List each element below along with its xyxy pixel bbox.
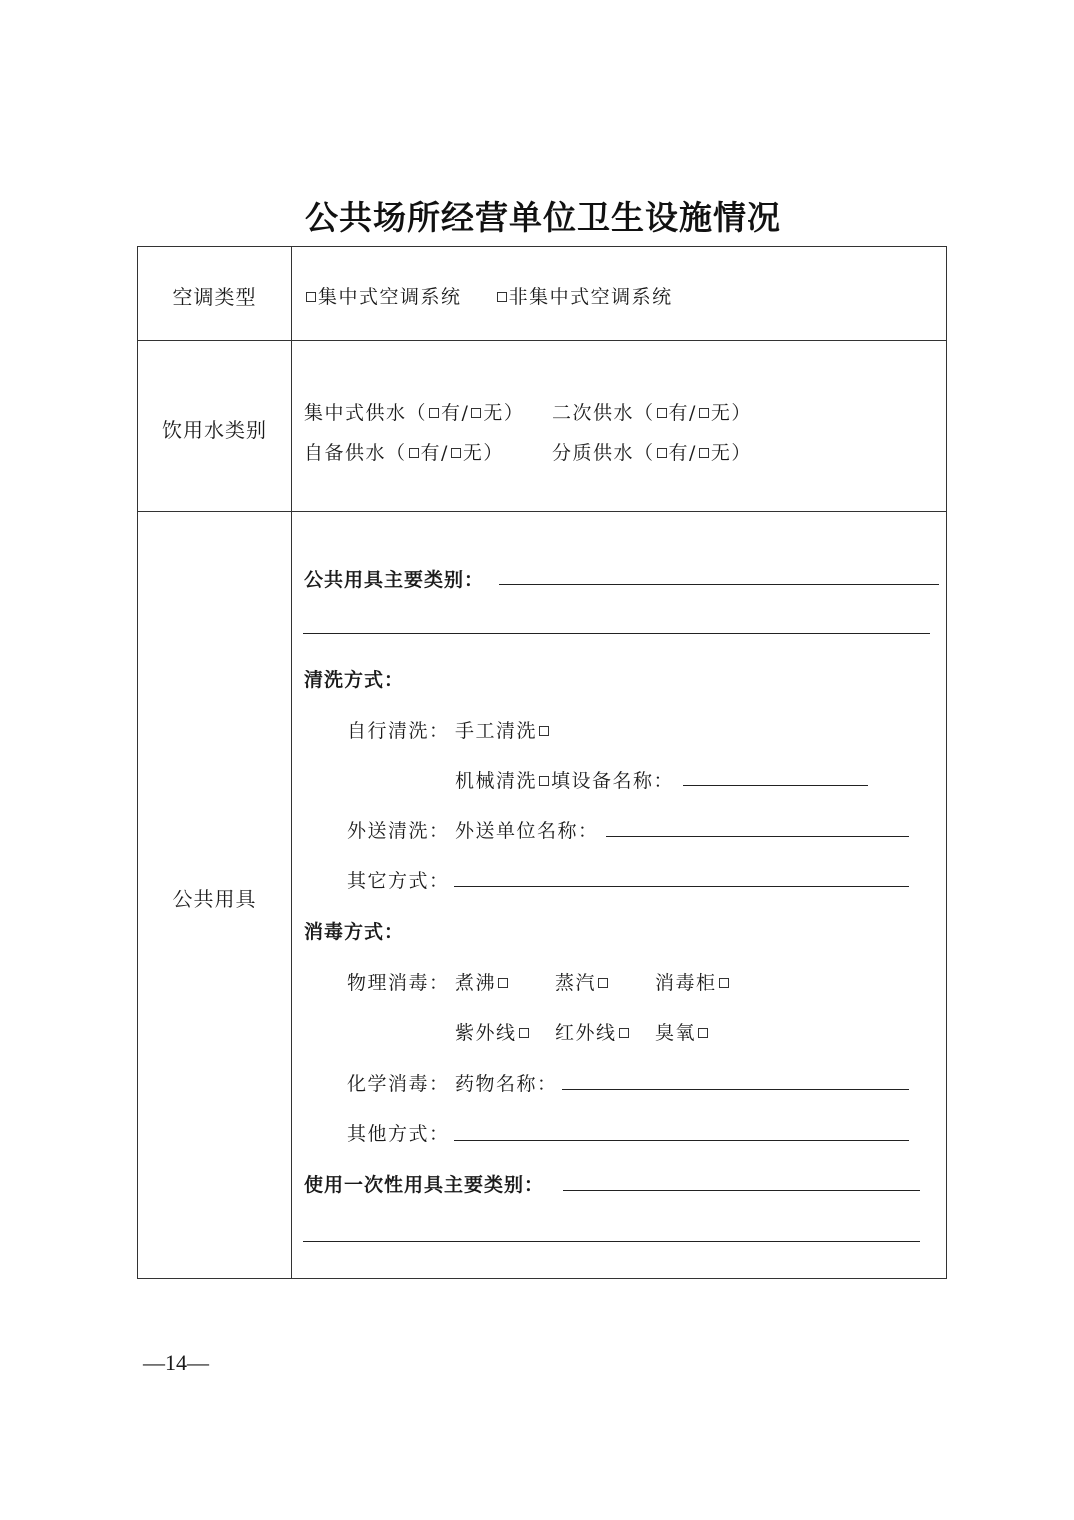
main-types-field[interactable] <box>499 584 939 585</box>
other-disinfect-label: 其他方式： <box>347 1123 450 1145</box>
central-water-no-checkbox[interactable] <box>471 408 481 418</box>
steam-checkbox[interactable] <box>598 978 608 988</box>
ozone-option <box>655 1018 710 1045</box>
noncentral-aircon-text: 非集中式空调系统 <box>508 286 673 308</box>
noncentral-aircon-checkbox[interactable] <box>497 292 507 302</box>
facility-table <box>137 246 947 1279</box>
secondary-water-option <box>552 398 752 425</box>
yes-text: 有/ <box>668 402 697 424</box>
aircon-options <box>304 282 673 309</box>
quality-water-option <box>552 438 752 465</box>
machine-clean-text: 机械清洗 <box>455 770 538 792</box>
ozone-checkbox[interactable] <box>698 1028 708 1038</box>
disposable-field-line2[interactable] <box>303 1241 920 1242</box>
cabinet-checkbox[interactable] <box>719 978 729 988</box>
aircon-label: 空调类型 <box>172 285 257 309</box>
self-clean-label: 自行清洗： <box>347 720 450 742</box>
central-water-option <box>304 398 524 425</box>
manual-clean-option <box>455 716 551 743</box>
physical-label: 物理消毒： <box>347 972 450 994</box>
drug-name-field[interactable] <box>562 1089 909 1090</box>
quality-water-yes-checkbox[interactable] <box>657 448 667 458</box>
self-water-yes-checkbox[interactable] <box>409 448 419 458</box>
ozone-text: 臭氧 <box>655 1022 697 1044</box>
infrared-text: 红外线 <box>555 1022 617 1044</box>
infrared-checkbox[interactable] <box>619 1028 629 1038</box>
outsource-unit-label: 外送单位名称： <box>455 820 599 842</box>
disposable-label: 使用一次性用具主要类别： <box>304 1174 545 1196</box>
other-clean-field[interactable] <box>454 886 909 887</box>
boil-text: 煮沸 <box>455 972 497 994</box>
cabinet-text: 消毒柜 <box>655 972 717 994</box>
infrared-option <box>555 1018 631 1045</box>
no-text: 无） <box>462 442 504 464</box>
steam-text: 蒸汽 <box>555 972 597 994</box>
boil-checkbox[interactable] <box>498 978 508 988</box>
water-label: 饮用水类别 <box>162 418 267 442</box>
boil-option <box>455 968 510 995</box>
secondary-water-text: 二次供水（ <box>552 402 655 424</box>
uv-text: 紫外线 <box>455 1022 517 1044</box>
disinfection-heading: 消毒方式： <box>304 921 405 943</box>
manual-clean-checkbox[interactable] <box>539 726 549 736</box>
uv-option <box>455 1018 531 1045</box>
no-text: 无） <box>710 402 752 424</box>
yes-text: 有/ <box>441 402 470 424</box>
disposable-field[interactable] <box>563 1190 920 1191</box>
chemical-label: 化学消毒： <box>347 1073 450 1095</box>
central-water-text: 集中式供水（ <box>304 402 428 424</box>
manual-clean-text: 手工清洗 <box>455 720 538 742</box>
central-aircon-checkbox[interactable] <box>306 292 316 302</box>
secondary-water-no-checkbox[interactable] <box>699 408 709 418</box>
machine-clean-option <box>455 766 674 793</box>
main-types-field-line2[interactable] <box>303 633 930 634</box>
central-water-yes-checkbox[interactable] <box>429 408 439 418</box>
row-divider <box>138 340 946 341</box>
quality-water-no-checkbox[interactable] <box>699 448 709 458</box>
machine-clean-checkbox[interactable] <box>539 776 549 786</box>
equipment-name-label: 填设备名称： <box>551 770 675 792</box>
page-title: 公共场所经营单位卫生设施情况 <box>305 198 781 237</box>
yes-text: 有/ <box>668 442 697 464</box>
drug-name-label: 药物名称： <box>455 1073 558 1095</box>
self-water-no-checkbox[interactable] <box>451 448 461 458</box>
quality-water-text: 分质供水（ <box>552 442 655 464</box>
cleaning-heading: 清洗方式： <box>304 669 405 691</box>
other-disinfect-field[interactable] <box>454 1140 909 1141</box>
central-aircon-text: 集中式空调系统 <box>318 286 462 308</box>
yes-text: 有/ <box>420 442 449 464</box>
utensils-label: 公共用具 <box>172 887 257 911</box>
steam-option <box>555 968 610 995</box>
uv-checkbox[interactable] <box>519 1028 529 1038</box>
no-text: 无） <box>483 402 525 424</box>
no-text: 无） <box>710 442 752 464</box>
outsource-unit-field[interactable] <box>606 836 909 837</box>
outsource-clean-label: 外送清洗： <box>347 820 450 842</box>
row-divider <box>138 511 946 512</box>
page-number: —14— <box>143 1350 209 1375</box>
other-clean-label: 其它方式： <box>347 870 450 892</box>
column-divider <box>291 247 292 1278</box>
secondary-water-yes-checkbox[interactable] <box>657 408 667 418</box>
equipment-name-field[interactable] <box>683 785 868 786</box>
main-types-label: 公共用具主要类别： <box>304 569 485 591</box>
cabinet-option <box>655 968 731 995</box>
self-water-option <box>304 438 504 465</box>
self-water-text: 自备供水（ <box>304 442 407 464</box>
